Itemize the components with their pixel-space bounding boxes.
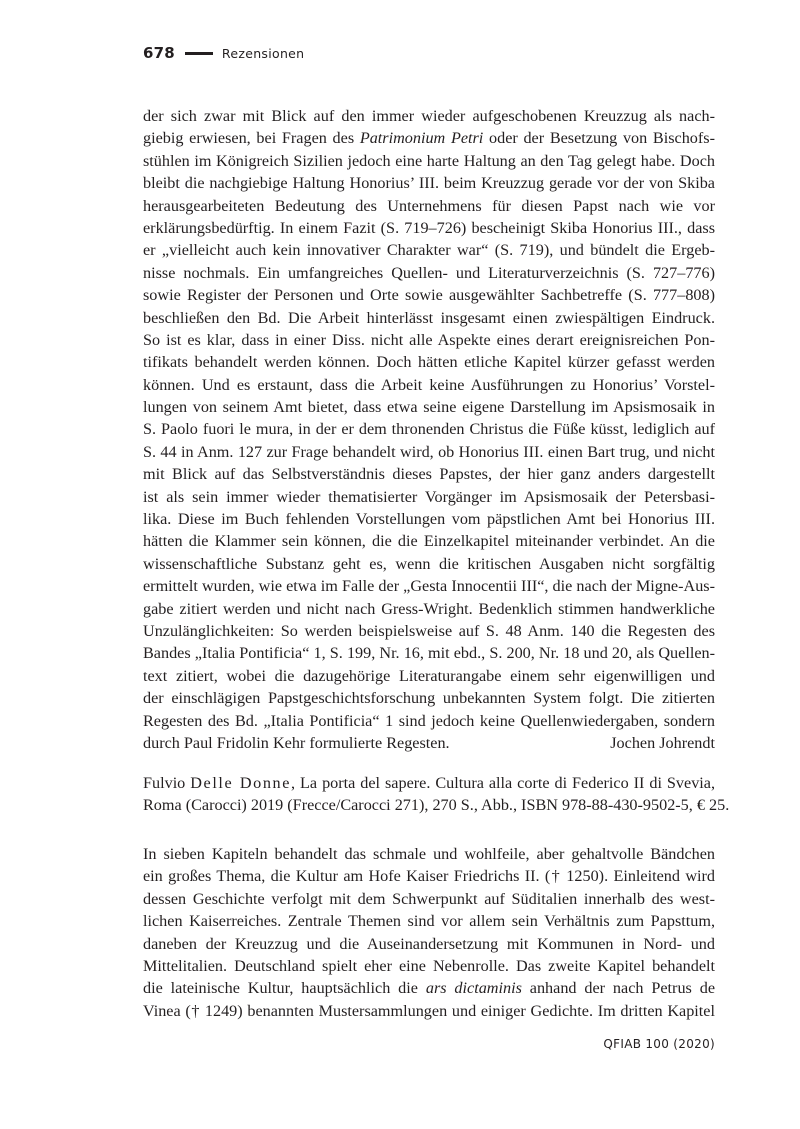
biblio-line-2: Roma (Carocci) 2019 (Frecce/Carocci 271), 270 S., Abb., ISBN 978-88-430-9502-5, € 25.	[143, 796, 730, 815]
text-line: text zitiert, wobei die dazugehörige Literaturangabe einem sehr eigenwilligen und	[143, 666, 715, 685]
text-line: Mittelitalien. Deutschland spielt eher eine Nebenrolle. Das zweite Kapitel behandelt	[143, 956, 715, 975]
biblio-line-1	[143, 772, 715, 794]
text-line: lichen Kaiserreiches. Zentrale Themen sind vor allem sein Verhältnis zum Papsttum,	[143, 912, 715, 931]
text-line: er „vielleicht auch kein innovativer Charakter war“ (S. 719), und bündelt die Ergeb-	[143, 241, 715, 260]
text-line: ermittelt wurden, wie etwa im Falle der „Gesta Innocentii III“, die nach der Migne-Aus-	[143, 577, 715, 596]
text-fragment: giebig erwiesen, bei Fragen des	[143, 129, 360, 148]
text-line	[143, 977, 715, 999]
text-line: wissenschaftliche Substanz geht es, wenn die kritischen Ausgaben nicht sorgfältig	[143, 554, 715, 573]
text-line: lungen von seinem Amt bietet, dass etwa seine eigene Darstellung im Apsismosaik in	[143, 398, 715, 417]
header-rule	[185, 52, 213, 55]
text-line: durch Paul Fridolin Kehr formulierte Regesten.	[143, 733, 450, 752]
text-line: S. Paolo fuori le mura, in der er dem thronenden Christus die Füße küsst, lediglich auf	[143, 420, 715, 439]
text-line: bleibt die nachgiebige Haltung Honorius’ III. beim Kreuzzug gerade vor der von Skiba	[143, 174, 715, 193]
page-number: 678	[143, 44, 175, 62]
author-last-name: Delle Donne	[190, 774, 292, 792]
text-line: ist als sein immer wieder thematisierter Vorgänger im Apsismosaik der Petersbasi-	[143, 487, 715, 506]
text-line: Vinea († 1249) benannten Mustersammlungen und einiger Gedichte. Im dritten Kapitel	[143, 1001, 715, 1020]
text-line: sowie Register der Personen und Orte sowie ausgewählter Sachbetreffe (S. 777–808)	[143, 286, 715, 305]
text-line	[143, 127, 715, 149]
text-line: der einschlägigen Papstgeschichtsforschung unbekannten System folgt. Die zitierten	[143, 689, 715, 708]
text-line: stühlen im Königreich Sizilien jedoch eine harte Haltung an den Tag gelegt habe. Doch	[143, 151, 715, 170]
text-line: erklärungsbedürftig. In einem Fazit (S. 719–726) bescheinigt Skiba Honorius III., dass	[143, 218, 715, 237]
text-line: tifikats behandelt werden können. Doch hätten etliche Kapitel kürzer gefasst werden	[143, 353, 715, 372]
text-line: herausgearbeiteten Bedeutung des Unternehmens für diesen Papst nach wie vor	[143, 196, 715, 215]
biblio-title: , La porta del sapere. Cultura alla corte di Federico II di Svevia,	[291, 774, 716, 792]
text-line: daneben der Kreuzzug und die Auseinandersetzung mit Kommunen in Nord- und	[143, 934, 715, 953]
text-line: In sieben Kapiteln behandelt das schmale und wohlfeile, aber gehaltvolle Bändchen	[143, 845, 715, 863]
text-line: können. Und es erstaunt, dass die Arbeit keine Ausführungen zu Honorius’ Vorstel-	[143, 375, 715, 394]
text-line: So ist es klar, dass in einer Diss. nicht alle Aspekte eines derart ereignisreichen Pon-	[143, 330, 715, 349]
journal-footer: QFIAB 100 (2020)	[603, 1037, 715, 1051]
text-line: hätten die Klammer sein können, die die Einzelkapitel miteinander verbindet. An die	[143, 532, 715, 551]
text-line: nisse nochmals. Ein umfangreiches Quellen- und Literaturverzeichnis (S. 727–776)	[143, 263, 715, 282]
text-fragment: die lateinische Kultur, hauptsächlich die	[143, 979, 426, 998]
review-1-text	[143, 105, 715, 754]
text-line: mit Blick auf das Selbstverständnis dieses Papstes, der hier ganz anders dargestellt	[143, 465, 715, 484]
reviewer-signature: Jochen Johrendt	[610, 733, 715, 752]
text-fragment: anhand der nach Petrus de	[521, 979, 716, 998]
section-title: Rezensionen	[221, 45, 305, 61]
text-line: S. 44 in Anm. 127 zur Frage behandelt wird, ob Honorius III. einen Bart trug, und nicht	[143, 442, 715, 461]
text-line: der sich zwar mit Blick auf den immer wieder aufgeschobenen Kreuzzug als nach-	[143, 107, 715, 125]
author-first-name: Fulvio	[143, 774, 186, 792]
italic-term: ars dictaminis	[425, 979, 522, 998]
text-line: Regesten des Bd. „Italia Pontificia“ 1 sind jedoch keine Quellenwiedergaben, sondern	[143, 711, 715, 730]
text-line: Bandes „Italia Pontificia“ 1, S. 199, Nr. 16, mit ebd., S. 200, Nr. 18 und 20, als Quellen-	[143, 644, 715, 663]
review-2-text	[143, 843, 715, 1022]
review-1-final-line	[143, 732, 715, 754]
text-line: lika. Diese im Buch fehlenden Vorstellungen vom päpstlichen Amt bei Honorius III.	[143, 510, 715, 529]
text-line: ein großes Thema, die Kultur am Hofe Kaiser Friedrichs II. († 1250). Einleitend wird	[143, 867, 715, 886]
text-line: beschließen den Bd. Die Arbeit hinterlässt insgesamt einen zwiespältigen Eindruck.	[143, 308, 715, 327]
bibliographic-entry	[143, 772, 730, 817]
running-head	[143, 42, 304, 64]
text-line: dessen Geschichte verfolgt mit dem Schwerpunkt auf Süditalien innerhalb des west-	[143, 889, 715, 908]
text-line: gabe zitiert werden und nicht nach Gress-Wright. Bedenklich stimmen handwerkliche	[143, 599, 715, 618]
text-fragment: oder der Besetzung von Bischofs-	[483, 129, 715, 148]
italic-term: Patrimonium Petri	[359, 129, 484, 148]
text-line: Unzulänglichkeiten: So werden beispielsweise auf S. 48 Anm. 140 die Regesten des	[143, 621, 715, 640]
